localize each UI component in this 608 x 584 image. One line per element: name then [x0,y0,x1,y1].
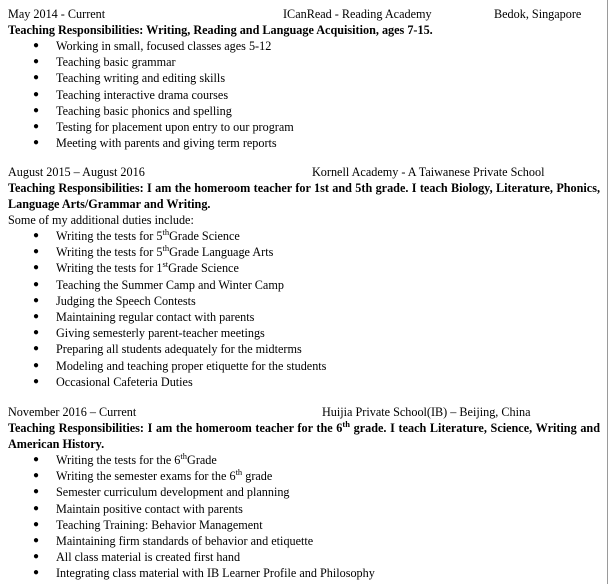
list-item: ● Maintain positive contact with parents [33,501,243,516]
bullet-icon: ● [33,375,40,387]
list-item: ● Writing the tests for 5thGrade Science [33,227,240,243]
list-item: ● Working in small, focused classes ages 5-12 [33,39,272,53]
job-kornell [8,164,600,390]
duties-intro: Some of my additional duties include: [8,213,194,227]
list-item: ● Maintaining firm standards of behavior and etiquette [33,533,314,548]
duties-list [8,452,600,582]
list-item: ● Teaching Training: Behavior Management [33,517,263,532]
bullet-icon: ● [33,72,40,84]
bullet-icon: ● [33,278,40,290]
list-item: ● Testing for placement upon entry to our program [33,119,294,134]
bullet-icon: ● [33,88,40,100]
duties-list [8,228,600,390]
job-icanread [8,6,600,151]
bullet-icon: ● [33,246,40,258]
list-item: ● Maintaining regular contact with parents [33,309,255,324]
job-header [8,164,600,180]
list-item: ● Judging the Speech Contests [33,293,196,308]
bullet-icon: ● [33,567,40,579]
list-item: ● Modeling and teaching proper etiquette for the students [33,358,327,373]
job-responsibilities: Teaching Responsibilities: I am the homeroom teacher for 1st and 5th grade. I teach Biology, Literature, Phonics, Language Arts/Grammar and Writing. [8,181,600,211]
list-item: ● Teaching writing and editing skills [33,71,226,86]
duties-list [8,38,600,151]
job-dates: May 2014 - Current [8,7,106,21]
job-responsibilities: Teaching Responsibilities: I am the homeroom teacher for the 6th grade. I teach Literature, Science, Writing and American History. [8,419,600,451]
job-employer: Kornell Academy - A Taiwanese Private School [312,165,545,179]
bullet-icon: ● [33,359,40,371]
job-employer: Huijia Private School(IB) – Beijing, China [322,405,531,419]
job-huijia [8,404,600,582]
bullet-icon: ● [33,343,40,355]
job-responsibilities: Teaching Responsibilities: Writing, Reading and Language Acquisition, ages 7-15. [8,23,433,37]
bullet-icon: ● [33,534,40,546]
list-item: ● Preparing all students adequately for the midterms [33,342,302,357]
bullet-icon: ● [33,56,40,68]
job-header [8,6,600,22]
bullet-icon: ● [33,40,40,51]
job-dates: November 2016 – Current [8,405,137,419]
bullet-icon: ● [33,104,40,116]
list-item: ● Writing the tests for 1stGrade Science [33,259,239,276]
list-item: ● Teaching basic grammar [33,55,176,70]
list-item: ● Teaching the Summer Camp and Winter Camp [33,277,284,292]
job-header [8,404,600,420]
bullet-icon: ● [33,486,40,498]
list-item: ● Writing the semester exams for the 6th grade [33,467,273,484]
bullet-icon: ● [33,454,40,465]
list-item: ● Occasional Cafeteria Duties [33,374,193,389]
list-item: ● Writing the tests for the 6thGrade [33,451,217,467]
bullet-icon: ● [33,137,40,149]
job-dates: August 2015 – August 2016 [8,165,145,179]
job-location: Bedok, Singapore [494,7,582,21]
job-employer: ICanRead - Reading Academy [283,7,432,21]
bullet-icon: ● [33,120,40,132]
list-item: ● Meeting with parents and giving term reports [33,136,277,151]
list-item: ● Writing the tests for 5thGrade Language Arts [33,243,274,260]
list-item: ● Giving semesterly parent-teacher meetings [33,326,265,341]
bullet-icon: ● [33,470,40,482]
bullet-icon: ● [33,502,40,514]
list-item: ● Semester curriculum development and planning [33,485,290,500]
bullet-icon: ● [33,310,40,322]
list-item: ● Teaching interactive drama courses [33,87,229,102]
bullet-icon: ● [33,551,40,563]
list-item: ● Teaching basic phonics and spelling [33,103,232,118]
list-item: ● Integrating class material with IB Learner Profile and Philosophy [33,566,375,581]
bullet-icon: ● [33,327,40,339]
list-item: ● All class material is created first hand [33,550,241,565]
bullet-icon: ● [33,230,40,241]
bullet-icon: ● [33,294,40,306]
bullet-icon: ● [33,262,40,274]
bullet-icon: ● [33,518,40,530]
